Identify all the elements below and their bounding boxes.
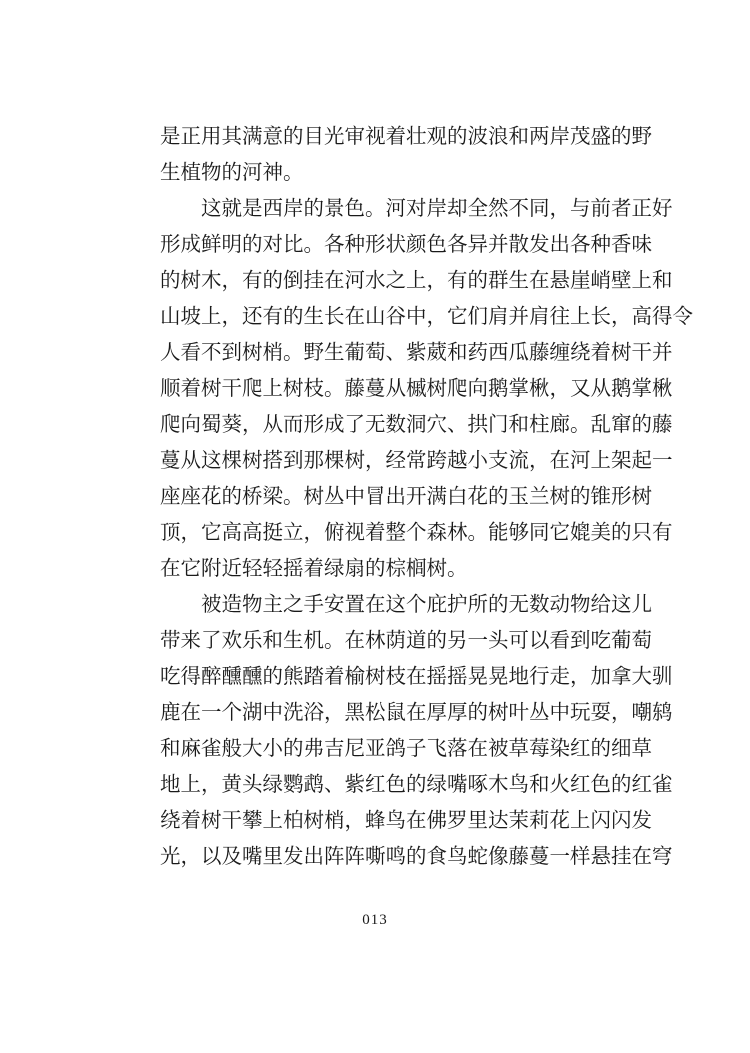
text-line: 的树木，有的倒挂在河水之上，有的群生在悬崖峭壁上和 — [160, 268, 673, 292]
text-line: 蔓从这棵树搭到那棵树，经常跨越小支流，在河上架起一 — [160, 448, 673, 472]
text-line: 爬向蜀葵，从而形成了无数洞穴、拱门和柱廊。乱窜的藤 — [160, 412, 673, 436]
text-line: 人看不到树梢。野生葡萄、紫葳和药西瓜藤缠绕着树干并 — [160, 340, 673, 364]
text-line: 鹿在一个湖中洗浴，黑松鼠在厚厚的树叶丛中玩耍，嘲鸫 — [160, 700, 673, 724]
text-line: 顺着树干爬上树枝。藤蔓从槭树爬向鹅掌楸，又从鹅掌楸 — [160, 376, 673, 400]
text-line: 座座花的桥梁。树丛中冒出开满白花的玉兰树的锥形树 — [160, 484, 652, 508]
text-line: 光，以及嘴里发出阵阵嘶鸣的食鸟蛇像藤蔓一样悬挂在穹 — [160, 844, 673, 868]
text-line: 绕着树干攀上柏树梢，蜂鸟在佛罗里达茉莉花上闪闪发 — [160, 808, 652, 832]
text-line: 被造物主之手安置在这个庇护所的无数动物给这儿 — [201, 592, 652, 616]
text-line: 山坡上，还有的生长在山谷中，它们肩并肩往上长，高得令 — [160, 304, 693, 328]
text-line: 顶，它高高挺立，俯视着整个森林。能够同它媲美的只有 — [160, 520, 673, 544]
text-line: 和麻雀般大小的弗吉尼亚鸽子飞落在被草莓染红的细草 — [160, 736, 652, 760]
text-line: 在它附近轻轻摇着绿扇的棕榈树。 — [160, 556, 468, 580]
text-line: 生植物的河神。 — [160, 160, 304, 184]
text-line: 这就是西岸的景色。河对岸却全然不同，与前者正好 — [201, 196, 673, 220]
body-text — [160, 118, 693, 874]
text-line: 地上，黄头绿鹦鹉、紫红色的绿嘴啄木鸟和火红色的红雀 — [160, 772, 673, 796]
text-line: 带来了欢乐和生机。在林荫道的另一头可以看到吃葡萄 — [160, 628, 652, 652]
page-number: 013 — [362, 912, 388, 928]
text-line: 是正用其满意的目光审视着壮观的波浪和两岸茂盛的野 — [160, 124, 652, 148]
text-line: 形成鲜明的对比。各种形状颜色各异并散发出各种香味 — [160, 232, 652, 256]
text-line: 吃得醉醺醺的熊踏着榆树枝在摇摇晃晃地行走，加拿大驯 — [160, 664, 673, 688]
